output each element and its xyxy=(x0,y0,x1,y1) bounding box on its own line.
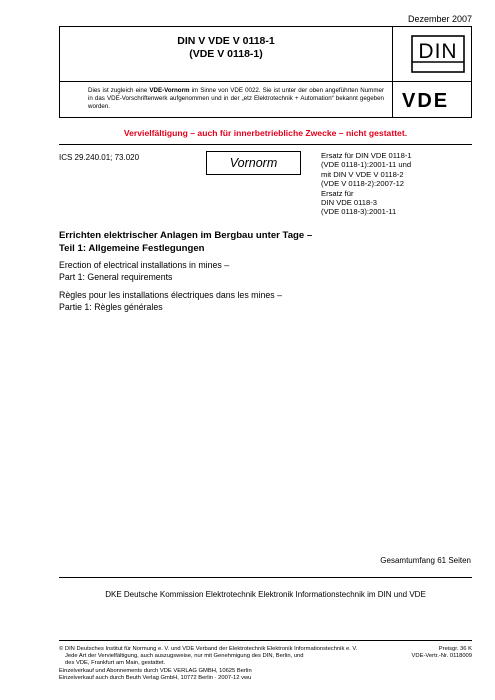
header-divider-horizontal xyxy=(60,81,471,82)
vornorm-label: Vornorm xyxy=(206,151,301,175)
header-block xyxy=(59,26,472,118)
vde-notice: Dies ist zugleich eine VDE-Vornorm im Sinne von VDE 0022. Sie ist unter der oben angeführten Nummer in das VDE-Vorschriftenwerk aufgenommen und in der „etz Elektrotechnik + Automation“ bekannt gegeben worden. xyxy=(88,87,384,110)
divider xyxy=(59,144,472,145)
document-number-vde: (VDE V 0118-1) xyxy=(189,48,263,60)
header-divider-vertical xyxy=(392,27,393,117)
svg-text:DIN: DIN xyxy=(418,40,458,63)
publication-date: Dezember 2007 xyxy=(407,14,472,24)
din-logo xyxy=(411,35,465,73)
document-number xyxy=(60,35,392,61)
title-english: Erection of electrical installations in mines – Part 1: General requirements xyxy=(59,260,230,282)
divider xyxy=(59,577,472,578)
vde-logo: VDE xyxy=(402,90,450,112)
price-info: Preisgr. 36 K VDE-Vertr.-Nr. 0118009 xyxy=(411,646,472,660)
copyright-footer: © DIN Deutsches Institut für Normung e. V. und VDE Verband der Elektrotechnik Elektronik Informationstechnik e. V. Jede Art der Vervielfältigung, auch auszugsweise, nur mit Genehmigung des DIN, Berlin, und des VDE, Frankfurt am Main, gestattet. Einzelverkauf und Abonnements durch VDE VERLAG GMBH, 10625 Berlin Einzelverkauf auch durch Beuth Verlag GmbH, 10772 Berlin · 2007-12 vwu xyxy=(59,646,358,681)
ics-code: ICS 29.240.01; 73.020 xyxy=(59,153,140,162)
reproduction-warning: Vervielfältigung – auch für innerbetriebliche Zwecke – nicht gestattet. xyxy=(123,128,408,138)
dke-commission: DKE Deutsche Kommission Elektrotechnik Elektronik Informationstechnik im DIN und VDE xyxy=(105,590,426,599)
document-number-din: DIN V VDE V 0118-1 xyxy=(177,35,275,47)
title-german: Errichten elektrischer Anlagen im Bergbau unter Tage – Teil 1: Allgemeine Festlegungen xyxy=(59,230,313,254)
total-pages: Gesamtumfang 61 Seiten xyxy=(380,556,471,565)
title-french: Règles pour les installations électriques dans les mines – Partie 1: Règles générales xyxy=(59,290,282,312)
divider xyxy=(59,640,472,641)
replacement-info: Ersatz für DIN VDE 0118-1 (VDE 0118-1):2001-11 und mit DIN V VDE V 0118-2 (VDE V 0118-2):2007-12 Ersatz für DIN VDE 0118-3 (VDE 0118-3):2001-11 xyxy=(321,151,412,217)
